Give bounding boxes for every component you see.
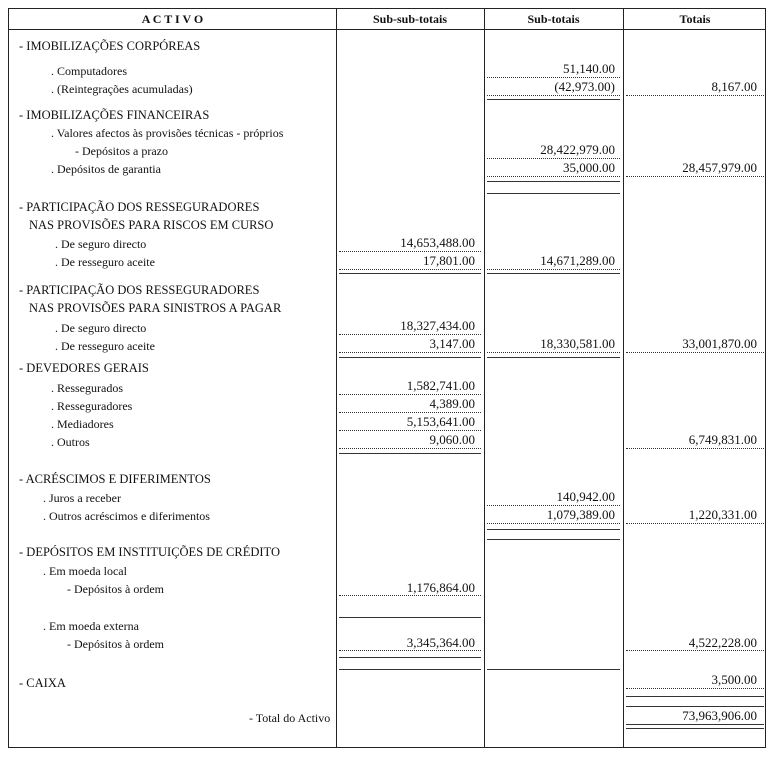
row-label-de-resseguro-aceite: . De resseguro aceite <box>55 339 155 353</box>
dotted-rule <box>626 352 764 353</box>
solid-rule <box>626 696 764 697</box>
dotted-rule <box>339 448 481 449</box>
column-divider <box>336 9 337 747</box>
section-title-depositos-instituicoes: - DEPÓSITOS EM INSTITUIÇÕES DE CRÉDITO <box>19 545 280 559</box>
section-title-participacao-riscos-1: - PARTICIPAÇÃO DOS RESSEGURADORES <box>19 200 260 214</box>
dotted-rule <box>339 412 481 413</box>
solid-rule <box>339 657 481 658</box>
sub-sub-total-outros: 9,060.00 <box>429 432 475 447</box>
solid-rule <box>339 357 481 358</box>
total-imobilizacoes-financeiras: 28,457,979.00 <box>682 160 757 175</box>
section-title-caixa: - CAIXA <box>19 676 66 690</box>
sub-total-depositos-de-garantia: 35,000.00 <box>563 160 615 175</box>
total-do-activo-label: - Total do Activo <box>249 711 331 725</box>
row-label-depositos-de-garantia: . Depósitos de garantia <box>51 162 161 176</box>
solid-rule <box>339 669 481 670</box>
dotted-rule <box>626 176 764 177</box>
dotted-rule <box>626 688 764 689</box>
solid-rule <box>487 193 620 194</box>
dotted-rule <box>487 77 620 78</box>
row-label-mediadores: . Mediadores <box>51 417 114 431</box>
total-acrescimos-diferimentos: 1,220,331.00 <box>688 507 757 522</box>
total-do-activo-value: 73,963,906.00 <box>682 708 757 723</box>
section-title-imobilizacoes-financeiras: - IMOBILIZAÇÕES FINANCEIRAS <box>19 108 210 122</box>
row-label-outros-acrescimos: . Outros acréscimos e diferimentos <box>43 509 210 523</box>
row-label-depositos-a-prazo: - Depósitos a prazo <box>75 144 168 158</box>
section-title-devedores-gerais: - DEVEDORES GERAIS <box>19 361 149 375</box>
dotted-rule <box>487 505 620 506</box>
row-label-valores-afectos: . Valores afectos às provisões técnicas - próprios <box>51 126 284 140</box>
row-label-ressegurados: . Ressegurados <box>51 381 123 395</box>
row-label-outros: . Outros <box>51 435 90 449</box>
sub-total-outros-acrescimos: 1,079,389.00 <box>546 507 615 522</box>
total-devedores-gerais: 6,749,831.00 <box>688 432 757 447</box>
row-label-computadores: . Computadores <box>51 64 127 78</box>
row-label-de-seguro-directo: . De seguro directo <box>55 237 147 251</box>
solid-rule <box>487 181 620 182</box>
dotted-rule <box>487 269 620 270</box>
sub-sub-total-mediadores: 5,153,641.00 <box>406 414 475 429</box>
dotted-rule <box>339 394 481 395</box>
sub-total-participacao-sinistros: 18,330,581.00 <box>540 336 615 351</box>
row-label-reintegracoes: . (Reintegrações acumuladas) <box>51 82 193 96</box>
section-title-participacao-sinistros-1: - PARTICIPAÇÃO DOS RESSEGURADORES <box>19 283 260 297</box>
dotted-rule <box>339 595 481 596</box>
header-sub-totais: Sub-totais <box>527 12 580 26</box>
row-label-em-moeda-externa: . Em moeda externa <box>43 619 139 633</box>
sub-sub-total-resseguro-aceite: 3,147.00 <box>429 336 475 351</box>
solid-rule <box>487 539 620 540</box>
solid-rule <box>487 529 620 530</box>
row-label-depositos-a-ordem: - Depósitos à ordem <box>67 582 164 596</box>
header-activo: A C T I V O <box>141 12 204 26</box>
total-participacao-resseguradores: 33,001,870.00 <box>682 336 757 351</box>
sub-sub-total-depositos-ordem-local: 1,176,864.00 <box>406 580 475 595</box>
dotted-rule <box>487 523 620 524</box>
row-label-resseguradores: . Resseguradores <box>51 399 133 413</box>
section-title-participacao-sinistros-2: NAS PROVISÕES PARA SINISTROS A PAGAR <box>29 301 282 315</box>
sub-sub-total-ressegurados: 1,582,741.00 <box>406 378 475 393</box>
total-caixa: 3,500.00 <box>711 672 757 687</box>
sub-sub-total-depositos-ordem-externa: 3,345,364.00 <box>406 635 475 650</box>
sub-total-reintegracoes: (42,973.00) <box>554 79 615 94</box>
sub-total-depositos-a-prazo: 28,422,979.00 <box>540 142 615 157</box>
sub-total-computadores: 51,140.00 <box>563 61 615 76</box>
solid-rule <box>339 273 481 274</box>
solid-rule <box>626 724 764 725</box>
row-label-de-seguro-directo: . De seguro directo <box>55 321 147 335</box>
total-imobilizacoes-corporeas: 8,167.00 <box>711 79 757 94</box>
solid-rule <box>487 357 620 358</box>
solid-rule <box>339 617 481 618</box>
dotted-rule <box>339 650 481 651</box>
sub-sub-total-seguro-directo: 14,653,488.00 <box>400 235 475 250</box>
dotted-rule <box>339 251 481 252</box>
dotted-rule <box>487 95 620 96</box>
row-label-de-resseguro-aceite: . De resseguro aceite <box>55 255 155 269</box>
row-label-em-moeda-local: . Em moeda local <box>43 564 127 578</box>
solid-rule <box>487 273 620 274</box>
dotted-rule <box>487 176 620 177</box>
dotted-rule <box>339 352 481 353</box>
column-divider <box>623 9 624 747</box>
section-title-acrescimos-diferimentos: - ACRÉSCIMOS E DIFERIMENTOS <box>19 472 211 486</box>
dotted-rule <box>626 95 764 96</box>
dotted-rule <box>487 352 620 353</box>
dotted-rule <box>339 430 481 431</box>
dotted-rule <box>626 650 764 651</box>
sub-total-juros-a-receber: 140,942.00 <box>556 489 615 504</box>
dotted-rule <box>339 334 481 335</box>
solid-rule <box>339 453 481 454</box>
total-depositos-instituicoes: 4,522,228.00 <box>688 635 757 650</box>
balance-sheet-table <box>8 8 766 748</box>
table-header <box>9 9 765 30</box>
dotted-rule <box>626 523 764 524</box>
row-label-depositos-a-ordem: - Depósitos à ordem <box>67 637 164 651</box>
solid-rule <box>487 669 620 670</box>
sub-sub-total-resseguradores: 4,389.00 <box>429 396 475 411</box>
header-sub-sub-totais: Sub-sub-totais <box>372 12 448 26</box>
dotted-rule <box>487 158 620 159</box>
solid-rule <box>626 728 764 729</box>
column-divider <box>484 9 485 747</box>
section-title-participacao-riscos-2: NAS PROVISÕES PARA RISCOS EM CURSO <box>29 218 274 232</box>
sub-sub-total-resseguro-aceite: 17,801.00 <box>423 253 475 268</box>
section-title-imobilizacoes-corporeas: - IMOBILIZAÇÕES CORPÓREAS <box>19 39 201 53</box>
sub-total-participacao-riscos: 14,671,289.00 <box>540 253 615 268</box>
dotted-rule <box>339 269 481 270</box>
header-totais: Totais <box>679 12 711 26</box>
solid-rule <box>626 706 764 707</box>
solid-rule <box>487 99 620 100</box>
sub-sub-total-seguro-directo: 18,327,434.00 <box>400 318 475 333</box>
row-label-juros-a-receber: . Juros a receber <box>43 491 121 505</box>
dotted-rule <box>626 448 764 449</box>
